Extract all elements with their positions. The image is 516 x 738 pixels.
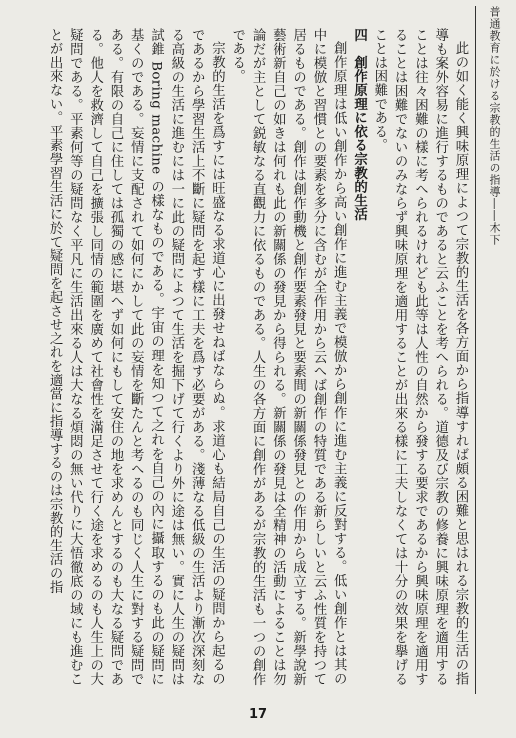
page-number: 17 <box>248 707 268 722</box>
paragraph: 宗教的生活を爲すには旺盛なる求道心に出發せねばならぬ。求道心も結局自己の生活の疑問から起るのであるから學習生活上不斷に疑問を起す樣に工夫を爲す必要がある。淺薄なる低級の生活より漸次深刻なる高級の生活に進むには一に此の疑問によつて生活を掘下げて行くより外に途は無い。實に人生の疑問は試錐 Boring machine の樣なものである。宇宙の理を知つて之れを自己の內に攝取するのも此の疑問に基くのである。妄情に支配されて如何にかして此の妄情を斷たんと考へるのも同じく人生に對する疑問である。有限の自己に住しては孤獨の感に堪へず如何にもして安住の地を求めんとするのも大なる疑問である。他人を救濟して自己を擴張し同情の範圍を廣めて社會性を滿足させて行く途を求めるのも人生上の大疑問である。平素何等の疑問なく平凡に生活出來る人は大なる煩悶の無い代りに大悟徹底の域にも進むことが出來ない。平素學習生活に於て疑問を起させ之れを適當に指導するのは宗教的生活の指 <box>47 28 225 686</box>
paragraph: 此の如く能く興味原理によつて宗教的生活を各方面から指導すれば頗る困難と思はれる宗教的生活の指導も案外容易に進行するものであると云ふことを考へられる。道德及び宗教の修養に興味原理を適用することは往々困難の樣に考へられるけれども此等は人性の自然から發する要求であるから興味原理を適用することは困難でないのみならず興味原理を適用することが出來る樣に工夫しなくては十分の效果を擧げることは困難である。 <box>371 28 468 686</box>
running-header: 普通教育に於ける宗教的生活の指導――木下 <box>488 6 501 246</box>
paragraph: 創作原理は低い創作から高い創作に進む主義で模倣から創作に進む主義に反對する。低い創作とは其の中に模倣と習慣との要素を多分に含むが全作用から云へば創作の特質である新らしいと云ふ性質を持つて居るものである。創作は創作動機と創作要素發見と要素間の新關係發見との作用から成立する。新學說新藝術新自己の如きは何れも此の新關係の發見から得られる。新關係の發見は全精神の活動によることは勿論だが主として鋭敏なる直觀力に依るものである。人生の各方面に創作があるが宗教的生活も一つの創作である。 <box>229 28 347 686</box>
body-text <box>14 28 470 686</box>
section-heading: 四 創作原理に依る宗教的生活 <box>351 28 367 222</box>
header-rule <box>475 6 476 694</box>
